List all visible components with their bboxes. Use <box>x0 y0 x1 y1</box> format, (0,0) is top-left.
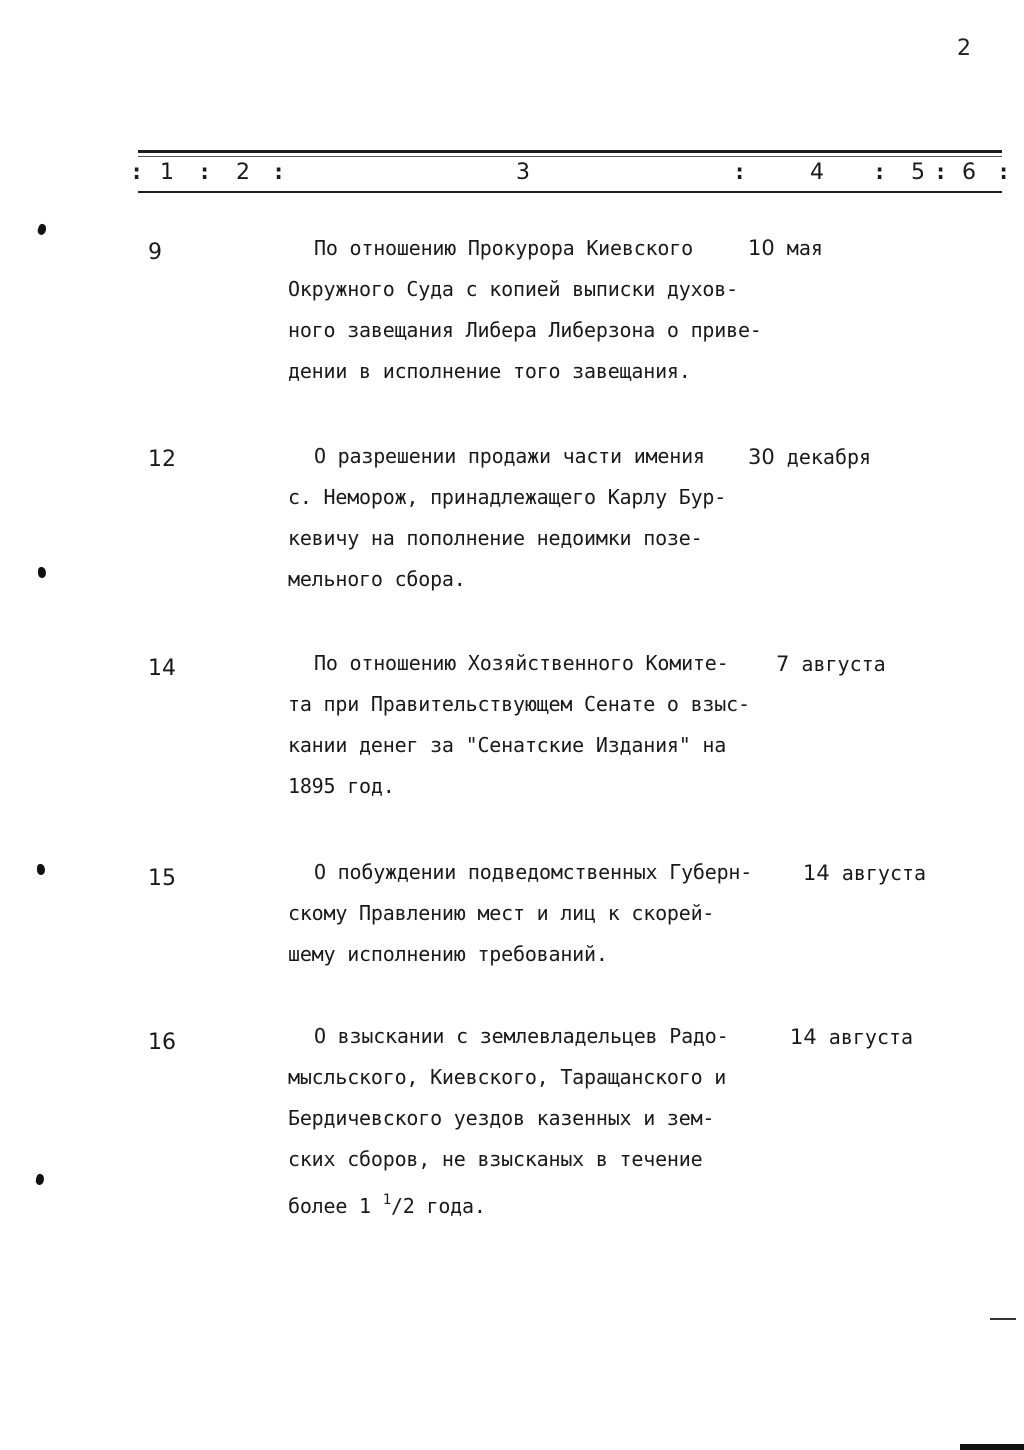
entry-date-month: августа <box>828 1025 914 1049</box>
entry-description <box>288 436 788 600</box>
entry-line-suffix: /2 года. <box>390 1194 486 1218</box>
entry-number: 16 <box>148 1030 176 1055</box>
entry-line: ного завещания Либера Либерзона о приве- <box>288 318 762 342</box>
scan-edge <box>960 1444 1024 1450</box>
entry-line-last <box>288 1180 788 1227</box>
column-header-1: 1 <box>160 160 174 185</box>
entry-date-day: 14 <box>803 861 830 885</box>
entry-line: скому Правлению мест и лиц к скорей- <box>288 901 715 925</box>
fraction-numerator: 1 <box>382 1192 391 1208</box>
margin-mark <box>37 864 45 875</box>
entry-date-month: августа <box>841 861 927 885</box>
entry-description <box>288 643 788 807</box>
entry-date <box>790 1025 913 1049</box>
entry-line: с. Неморож, принадлежащего Карлу Бур- <box>288 485 727 509</box>
entry-line: кевичу на пополнение недоимки позе- <box>288 526 703 550</box>
entry-line: Бердичевского уездов казенных и зем- <box>288 1106 715 1130</box>
header-rule-bottom <box>138 191 1002 193</box>
entry-number: 15 <box>148 866 176 891</box>
margin-mark <box>38 567 46 578</box>
entry-date-month: августа <box>801 652 886 676</box>
column-header-3: 3 <box>516 160 530 185</box>
column-header-2: 2 <box>236 160 250 185</box>
entry-line-prefix: более 1 <box>288 1194 371 1218</box>
entry-line: О разрешении продажи части имения <box>314 444 705 468</box>
entry-description <box>288 228 788 392</box>
entry-date <box>803 861 926 885</box>
entry-line: По отношению Прокурора Киевского <box>314 236 693 260</box>
column-separator: : <box>733 160 747 185</box>
header-rule-top <box>138 150 1002 153</box>
entry-date-day: 30 <box>748 445 775 469</box>
page-number: 2 <box>957 36 971 61</box>
column-separator: : <box>272 160 286 185</box>
entry-description <box>288 1016 788 1227</box>
entry-date-month: мая <box>786 236 823 260</box>
entry-line: та при Правительствующем Сенате о взыс- <box>288 692 750 716</box>
entry-number: 12 <box>148 447 176 472</box>
column-separator: : <box>934 160 948 185</box>
entry-date <box>748 236 823 260</box>
entry-line: мельного сбора. <box>288 567 466 591</box>
entry-line: По отношению Хозяйственного Комите- <box>314 651 729 675</box>
header-rule-top-thin <box>138 156 1002 157</box>
column-separator: : <box>198 160 212 185</box>
entry-date-day: 10 <box>748 236 775 260</box>
column-header-6: 6 <box>962 160 976 185</box>
entry-date <box>748 445 871 469</box>
margin-mark <box>36 223 47 236</box>
entry-line: шему исполнению требований. <box>288 942 608 966</box>
entry-line: Окружного Суда с копией выписки духов- <box>288 277 738 301</box>
entry-date-day: 7 <box>776 652 790 676</box>
entry-line: дении в исполнение того завещания. <box>288 359 691 383</box>
column-separator: : <box>873 160 887 185</box>
entry-date <box>776 652 886 676</box>
margin-dash <box>990 1318 1016 1320</box>
entry-line: мысльского, Киевского, Таращанского и <box>288 1065 727 1089</box>
entry-date-day: 14 <box>790 1025 817 1049</box>
entry-line: О побуждении подведомственных Губерн- <box>314 860 753 884</box>
entry-line: ских сборов, не взысканых в течение <box>288 1147 703 1171</box>
entry-line: 1895 год. <box>288 774 395 798</box>
entry-line: кании денег за "Сенатские Издания" на <box>288 733 727 757</box>
entry-date-month: декабря <box>786 445 872 469</box>
entry-line: О взыскании с землевладельцев Радо- <box>314 1024 729 1048</box>
column-header-5: 5 <box>911 160 925 185</box>
margin-mark <box>35 1173 46 1186</box>
column-separator: : <box>130 160 144 185</box>
entry-number: 9 <box>148 240 162 265</box>
entry-number: 14 <box>148 656 176 681</box>
column-separator: : <box>997 160 1011 185</box>
column-header-4: 4 <box>810 160 824 185</box>
entry-description <box>288 852 788 975</box>
